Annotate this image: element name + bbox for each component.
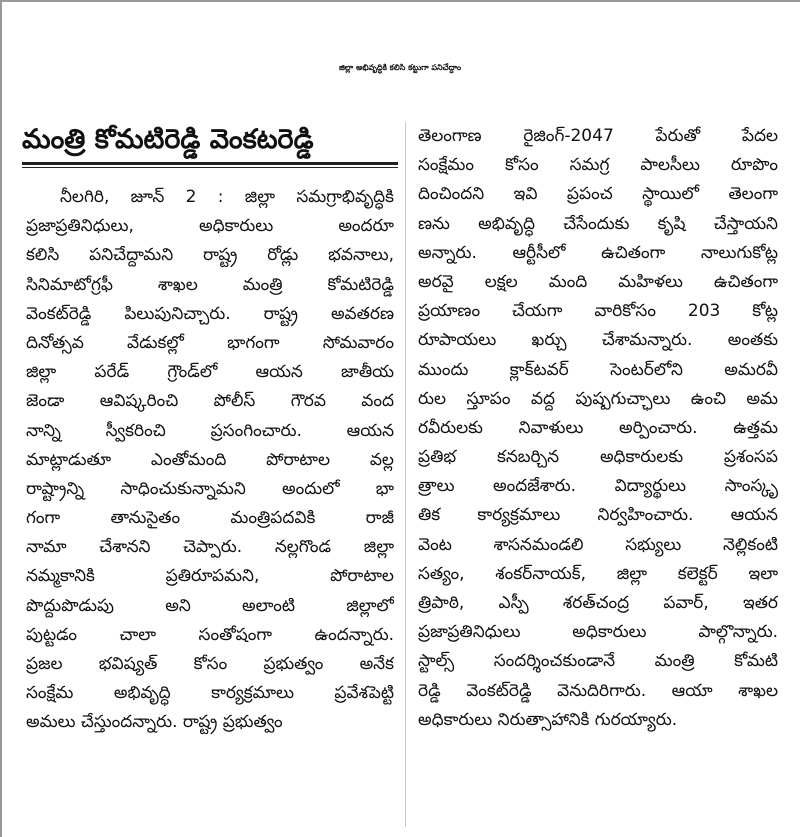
article-line: ప్రతిభ కనబర్చిన అధికారులకు ప్రశంసప xyxy=(418,447,778,468)
column-divider xyxy=(405,122,406,827)
article-line: పుట్టడం చాలా సంతోషంగా ఉందన్నారు. xyxy=(26,624,394,645)
article-column-left xyxy=(26,183,394,738)
article-line: అధికారులు నిరుత్సాహానికి గురయ్యారు. xyxy=(418,709,678,730)
article-line: ప్రయాణం చేయగా వారికోసం 203 కోట్ల xyxy=(418,301,778,322)
article-line: జెండా ఆవిష్కరించి పోలీస్ గౌరవ వంద xyxy=(26,391,394,412)
article-line: తిక కార్యక్రమాలు నిర్వహించారు. ఆయన xyxy=(418,505,778,526)
article-line: జిల్లా పరేడ్ గ్రౌండ్‌లో ఆయన జాతీయ xyxy=(26,362,394,383)
article-line: నీలగిరి, జూన్ 2 : జిల్లా సమగ్రాభివృద్ధికి xyxy=(60,187,394,207)
article-line: సంక్షేమ అభివృద్ధి కార్యక్రమాలు ప్రవేశపెట్టి xyxy=(26,683,394,704)
article-line: నాన్ని స్వీకరించి ప్రసంగించారు. ఆయన xyxy=(26,420,394,441)
article-line: ణను అభివృద్ధి చేసేందుకు కృషి చేస్తాయని xyxy=(418,213,778,234)
article-line: వెంకట్‌రెడ్డి పిలుపునిచ్చారు. రాష్ట్ర అవతరణ xyxy=(26,303,394,324)
article-line: నమ్మకానికి ప్రతిరూపమని, పోరాటాల xyxy=(26,566,394,587)
page-border-left xyxy=(0,0,2,837)
article-line: అన్నారు. ఆర్టీసీలో ఉచితంగా నాలుగుకోట్ల xyxy=(418,242,778,263)
article-line: తెలంగాణ రైజింగ్-2047 పేరుతో పేదల xyxy=(418,126,778,146)
article-line: త్రాలు అందజేశారు. విద్యార్థులు సాంస్కృ xyxy=(418,476,778,497)
article-line: అమలు చేస్తుందన్నారు. రాష్ట్ర ప్రభుత్వం xyxy=(26,712,283,733)
subheadline: మంత్రి కోమటిరెడ్డి వెంకటరెడ్డి xyxy=(22,124,314,155)
article-line: ముందు క్లాక్‌టవర్ సెంటర్‌లోని అమరవీ xyxy=(418,359,778,380)
article-line: దించిందని ఇవి ప్రపంచ స్థాయిలో తెలంగా xyxy=(418,184,778,205)
article-line: కలిసి పనిచేద్దామని రాష్ట్ర రోడ్లు భవనాలు, xyxy=(26,245,394,266)
article-line: దినోత్సవ వేడుకల్లో భాగంగా సోమవారం xyxy=(26,332,394,353)
article-line: అరవై లక్షల మంది మహిళలు ఉచితంగా xyxy=(418,271,778,292)
article-line: రవీరులకు నివాళులు అర్పించారు. ఉత్తమ xyxy=(418,417,778,438)
article-line: స్టాల్స్ సందర్శించకుండానే మంత్రి కోమటి xyxy=(418,651,778,672)
article-line: గంగా తానుసైతం మంత్రిపదవికి రాజీ xyxy=(26,508,394,529)
article-line: ప్రజల భవిష్యత్ కోసం ప్రభుత్వం అనేక xyxy=(26,654,394,674)
page-border-top xyxy=(0,0,800,2)
article-line: సినిమాటోగ్రఫీ శాఖల మంత్రి కోమటిరెడ్డి xyxy=(26,274,394,295)
article-line: పొద్దుపొడుపు అని అలాంటి జిల్లాలో xyxy=(26,595,394,616)
article-line: రాష్ట్రాన్ని సాధించుకున్నామని అందులో భా xyxy=(26,478,394,499)
article-line: సత్యం, శంకర్‌నాయక్, జిల్లా కలెక్టర్ ఇలా xyxy=(418,563,778,584)
article-line: ప్రజాప్రతినిధులు అధికారులు పాల్గొన్నారు. xyxy=(418,622,778,643)
article-line: రెడ్డి వెంకట్‌రెడ్డి వెనుదిరిగారు. ఆయా శాఖల xyxy=(418,680,778,701)
article-line: రూపాయలు ఖర్చు చేశామన్నారు. అంతకు xyxy=(418,330,778,351)
article-line: రుల స్తూపం వద్ద పుష్పగుచ్ఛాలు ఉంచి అమ xyxy=(418,388,778,409)
article-line: ప్రజాప్రతినిధులు, అధికారులు అందరూ xyxy=(26,216,394,237)
article-line: వెంట శాసనమండలి సభ్యులు నెల్లికంటి xyxy=(418,534,778,555)
article-line: మాట్లాడుతూ ఎంతోమంది పోరాటాల వల్ల xyxy=(26,449,394,470)
subheadline-rule xyxy=(22,162,398,165)
article-line: సంక్షేమం కోసం సమగ్ర పాలసీలు రూపొం xyxy=(418,155,778,176)
article-line: త్రిపాఠి, ఎస్పీ శరత్‌చంద్ర పవార్, ఇతర xyxy=(418,593,778,613)
article-column-right xyxy=(418,122,778,735)
subheadline-rule-thin xyxy=(22,167,398,168)
article-line: నామా చేశానని చెప్పారు. నల్లగొండ జిల్లా xyxy=(26,537,394,558)
headline: జిల్లా అభివృద్ధికి కలిసి కట్టుగా పనిచేద్దాం xyxy=(338,63,462,72)
